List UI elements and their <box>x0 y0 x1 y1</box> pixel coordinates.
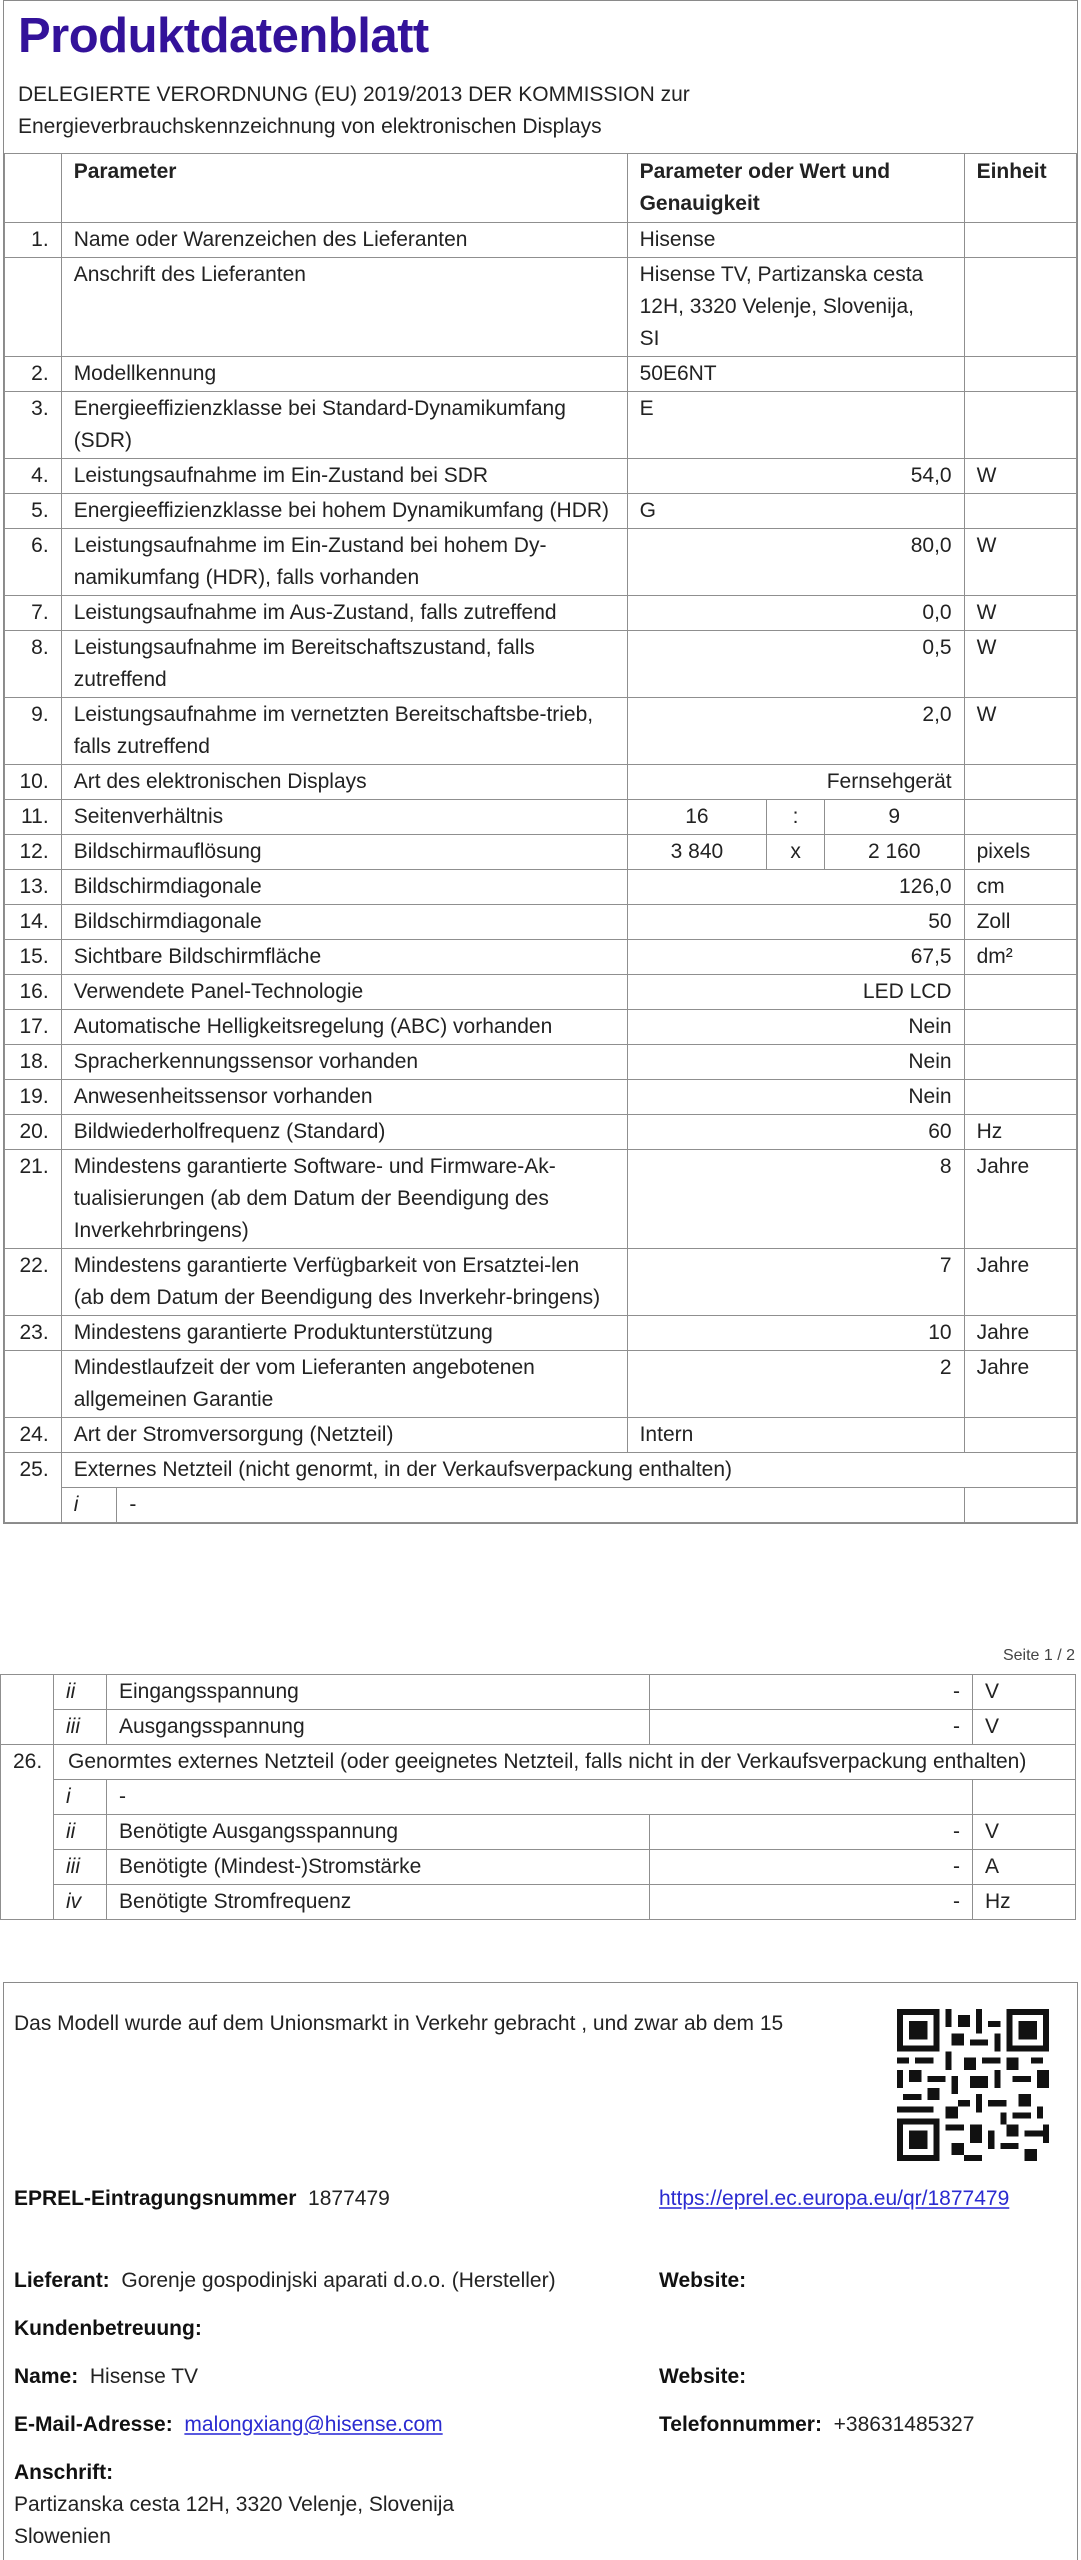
table-row: 1. Name oder Warenzeichen des Lieferanten Hisense <box>5 223 1077 258</box>
table-row: 18. Spracherkennungssensor vorhanden Nein <box>5 1045 1077 1080</box>
table-row: 10. Art des elektronischen Displays Fernsehgerät <box>5 765 1077 800</box>
supplier-row: Lieferant: Gorenje gospodinjski aparati d.o.o. (Hersteller) <box>14 2269 556 2292</box>
customer-website: Website: <box>659 2365 747 2388</box>
table-subrow: iii Ausgangsspannung - V <box>1 1710 1076 1745</box>
parameter-table-continued <box>0 1674 1076 1920</box>
table-row-external-psu: 25. Externes Netzteil (nicht genormt, in der Verkaufsverpackung enthalten) <box>5 1453 1077 1488</box>
table-subrow: iv Benötigte Stromfrequenz - Hz <box>1 1885 1076 1920</box>
page-title: Produktdatenblatt <box>18 9 429 63</box>
table-row: 4. Leistungsaufnahme im Ein-Zustand bei SDR 54,0 W <box>5 459 1077 494</box>
customer-name-row: Name: Hisense TV <box>14 2365 199 2388</box>
table-header-row <box>5 154 1077 223</box>
supplier-info-box <box>3 1982 1078 2560</box>
datasheet-header <box>4 1 1077 153</box>
parameter-table <box>4 153 1077 1523</box>
table-subrow: ii Benötigte Ausgangsspannung - V <box>1 1815 1076 1850</box>
table-subrow: i - <box>1 1780 1076 1815</box>
page-number: Seite 1 / 2 <box>1002 1647 1075 1664</box>
table-row-resolution: 12. Bildschirmauflösung 3 840 x 2 160 pixels <box>5 835 1077 870</box>
product-datasheet-page-1 <box>3 0 1078 1524</box>
email-link[interactable]: malongxiang@hisense.com <box>184 2413 443 2436</box>
column-header-value: Parameter oder Wert und Genauigkeit <box>627 154 964 223</box>
qr-code-icon[interactable] <box>897 2009 1049 2161</box>
eprel-registration: EPREL-Eintragungsnummer 1877479 <box>14 2187 390 2210</box>
product-datasheet-page-2 <box>0 1674 1075 1920</box>
address-heading: Anschrift: <box>14 2461 114 2484</box>
table-row-aspect-ratio: 11. Seitenverhältnis 16 : 9 <box>5 800 1077 835</box>
table-row: 9. Leistungsaufnahme im vernetzten Bereitschaftsbe-trieb, falls zutreffend 2,0 W <box>5 698 1077 765</box>
table-row: 20. Bildwiederholfrequenz (Standard) 60 Hz <box>5 1115 1077 1150</box>
customer-service-heading: Kundenbetreuung: <box>14 2317 202 2340</box>
table-row: 2. Modellkennung 50E6NT <box>5 357 1077 392</box>
table-row: Mindestlaufzeit der vom Lieferanten angebotenen allgemeinen Garantie 2 Jahre <box>5 1351 1077 1418</box>
phone-row: Telefonnummer: +38631485327 <box>659 2413 975 2436</box>
email-row: E-Mail-Adresse: malongxiang@hisense.com <box>14 2413 443 2436</box>
table-row: 21. Mindestens garantierte Software- und Firmware-Ak-tualisierungen (ab dem Datum der Beendigung des Inverkehrbringens) 8 Jahre <box>5 1150 1077 1249</box>
supplier-website: Website: <box>659 2269 747 2292</box>
table-subrow: ii Eingangsspannung - V <box>1 1675 1076 1710</box>
table-row-standard-psu: 26. Genormtes externes Netzteil (oder geeignetes Netzteil, falls nicht in der Verkaufsverpackung enthalten) <box>1 1745 1076 1780</box>
table-row: 24. Art der Stromversorgung (Netzteil) Intern <box>5 1418 1077 1453</box>
table-row: 16. Verwendete Panel-Technologie LED LCD <box>5 975 1077 1010</box>
eprel-link[interactable]: https://eprel.ec.europa.eu/qr/1877479 <box>659 2187 1010 2210</box>
address-line-2: Slowenien <box>14 2525 111 2548</box>
table-row: 23. Mindestens garantierte Produktunterstützung 10 Jahre <box>5 1316 1077 1351</box>
table-row: 8. Leistungsaufnahme im Bereitschaftszustand, falls zutreffend 0,5 W <box>5 631 1077 698</box>
table-row: 19. Anwesenheitssensor vorhanden Nein <box>5 1080 1077 1115</box>
market-placement-text: Das Modell wurde auf dem Unionsmarkt in Verkehr gebracht , und zwar ab dem 15 <box>14 2012 784 2035</box>
table-row: 5. Energieeffizienzklasse bei hohem Dynamikumfang (HDR) G <box>5 494 1077 529</box>
table-row: 3. Energieeffizienzklasse bei Standard-Dynamikumfang (SDR) E <box>5 392 1077 459</box>
column-header-parameter: Parameter <box>61 154 627 223</box>
regulation-subtitle: DELEGIERTE VERORDNUNG (EU) 2019/2013 DER KOMMISSION zur Energieverbrauchskennzeichnung von elektronischen Displays <box>18 83 690 138</box>
table-row: 7. Leistungsaufnahme im Aus-Zustand, falls zutreffend 0,0 W <box>5 596 1077 631</box>
table-subrow: iii Benötigte (Mindest-)Stromstärke - A <box>1 1850 1076 1885</box>
address-line-1: Partizanska cesta 12H, 3320 Velenje, Slovenija <box>14 2493 455 2516</box>
table-subrow: i - <box>5 1488 1077 1523</box>
table-row: Anschrift des Lieferanten Hisense TV, Partizanska cesta 12H, 3320 Velenje, Slovenija, SI <box>5 258 1077 357</box>
column-header-unit: Einheit <box>964 154 1076 223</box>
table-row: 13. Bildschirmdiagonale 126,0 cm <box>5 870 1077 905</box>
table-row: 15. Sichtbare Bildschirmfläche 67,5 dm² <box>5 940 1077 975</box>
table-row: 22. Mindestens garantierte Verfügbarkeit von Ersatztei-len (ab dem Datum der Beendigung des Inverkehr-bringens) 7 Jahre <box>5 1249 1077 1316</box>
table-row: 6. Leistungsaufnahme im Ein-Zustand bei hohem Dy-namikumfang (HDR), falls vorhanden 80,0 W <box>5 529 1077 596</box>
table-row: 14. Bildschirmdiagonale 50 Zoll <box>5 905 1077 940</box>
table-row: 17. Automatische Helligkeitsregelung (ABC) vorhanden Nein <box>5 1010 1077 1045</box>
